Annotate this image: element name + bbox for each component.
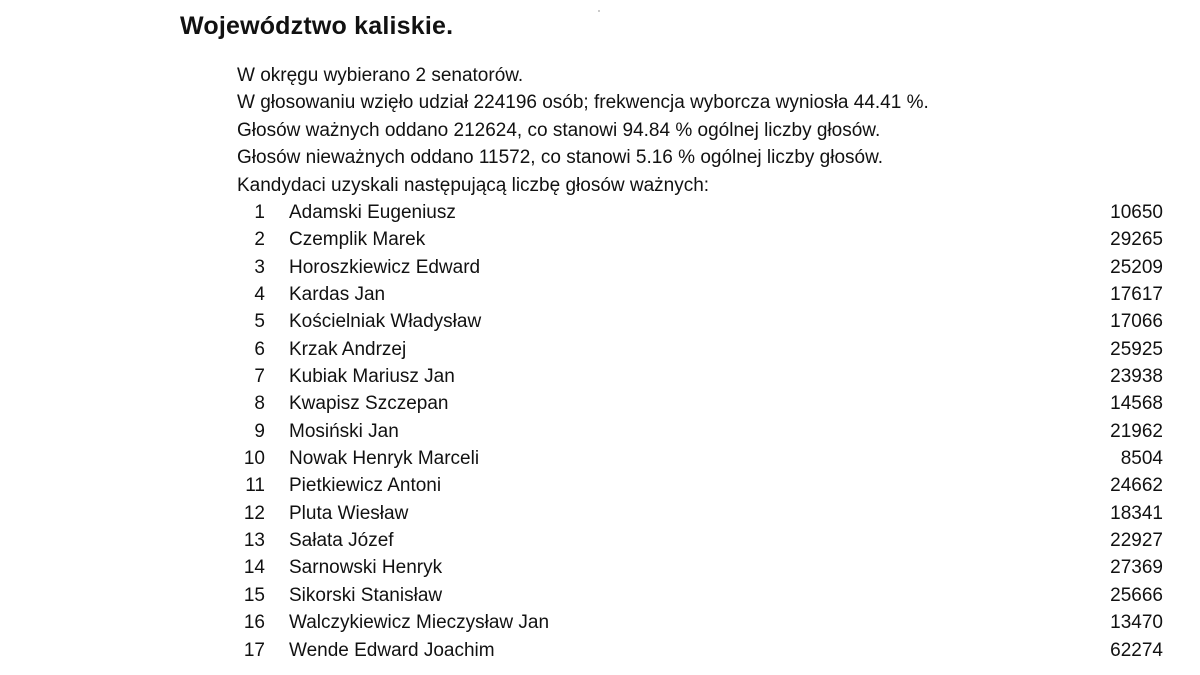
- candidate-number: 14: [243, 557, 265, 579]
- candidate-votes: 62274: [1110, 639, 1163, 661]
- candidate-name: Mosiński Jan: [289, 420, 399, 442]
- election-summary: [237, 62, 929, 199]
- candidate-name: Wende Edward Joachim: [289, 639, 495, 661]
- list-item: [237, 445, 1163, 472]
- candidate-number: 16: [243, 612, 265, 634]
- list-item: [237, 582, 1163, 609]
- list-item: [237, 254, 1163, 281]
- candidate-number: 6: [254, 338, 265, 360]
- candidate-name: Kwapisz Szczepan: [289, 393, 449, 415]
- candidate-name: Czemplik Marek: [289, 229, 426, 251]
- candidate-number: 1: [254, 202, 265, 223]
- valid-votes-line: Głosów ważnych oddano 212624, co stanowi 94.84 % ogólnej liczby głosów.: [237, 119, 881, 141]
- candidate-votes: 23938: [1110, 366, 1163, 388]
- list-item: [237, 390, 1163, 417]
- candidate-name: Adamski Eugeniusz: [289, 202, 456, 223]
- candidate-votes: 22927: [1110, 530, 1163, 552]
- candidate-number: 8: [254, 393, 265, 415]
- list-item: [237, 199, 1163, 226]
- candidates-intro-line: Kandydaci uzyskali następującą liczbę głosów ważnych:: [237, 174, 710, 196]
- candidate-number: 11: [245, 475, 265, 497]
- candidate-number: 5: [254, 311, 265, 333]
- candidate-name: Sałata Józef: [289, 530, 394, 552]
- candidate-votes: 17066: [1110, 311, 1163, 333]
- candidate-name: Kardas Jan: [289, 284, 386, 306]
- candidate-name: Sikorski Stanisław: [289, 584, 443, 606]
- scan-speck: [598, 10, 600, 12]
- candidate-number: 17: [243, 639, 265, 661]
- candidate-votes: 25666: [1110, 584, 1163, 606]
- candidate-number: 10: [243, 448, 265, 470]
- page-title: Województwo kaliskie.: [180, 12, 454, 40]
- candidate-name: Nowak Henryk Marceli: [289, 448, 480, 470]
- candidate-number: 7: [254, 366, 265, 388]
- candidate-votes: 18341: [1110, 502, 1163, 524]
- turnout-line: W głosowaniu wzięło udział 224196 osób; frekwencja wyborcza wyniosła 44.41 %.: [237, 92, 929, 114]
- candidate-name: Pluta Wiesław: [289, 502, 409, 524]
- candidate-number: 15: [243, 584, 265, 606]
- candidate-number: 3: [254, 256, 265, 278]
- invalid-votes-line: Głosów nieważnych oddano 11572, co stanowi 5.16 % ogólnej liczby głosów.: [237, 147, 884, 169]
- list-item: [237, 637, 1163, 664]
- candidate-name: Kościelniak Władysław: [289, 311, 482, 333]
- candidate-votes: 13470: [1110, 612, 1163, 634]
- candidate-votes: 25209: [1110, 256, 1163, 278]
- candidate-votes: 27369: [1110, 557, 1163, 579]
- list-item: [237, 418, 1163, 445]
- candidate-votes: 24662: [1110, 475, 1163, 497]
- candidate-name: Walczykiewicz Mieczysław Jan: [289, 612, 550, 634]
- candidate-number: 12: [243, 502, 265, 524]
- candidate-votes: 8504: [1120, 448, 1163, 470]
- list-item: [237, 609, 1163, 636]
- candidate-name: Pietkiewicz Antoni: [289, 475, 442, 497]
- list-item: [237, 336, 1163, 363]
- candidate-number: 13: [243, 530, 265, 552]
- candidate-votes: 10650: [1110, 202, 1163, 223]
- list-item: [237, 554, 1163, 581]
- candidate-votes: 29265: [1110, 229, 1163, 251]
- seats-line: W okręgu wybierano 2 senatorów.: [237, 65, 524, 86]
- candidate-name: Krzak Andrzej: [289, 338, 407, 360]
- candidate-number: 4: [254, 284, 265, 306]
- candidate-name: Kubiak Mariusz Jan: [289, 366, 455, 388]
- candidate-name: Sarnowski Henryk: [289, 557, 443, 579]
- candidate-list: [237, 199, 1163, 664]
- list-item: [237, 527, 1163, 554]
- candidate-number: 9: [254, 420, 265, 442]
- candidate-votes: 17617: [1110, 284, 1163, 306]
- candidate-votes: 14568: [1110, 393, 1163, 415]
- list-item: [237, 226, 1163, 253]
- list-item: [237, 363, 1163, 390]
- candidate-number: 2: [254, 229, 265, 251]
- list-item: [237, 281, 1163, 308]
- candidate-votes: 25925: [1110, 338, 1163, 360]
- candidate-votes: 21962: [1110, 420, 1163, 442]
- candidate-name: Horoszkiewicz Edward: [289, 256, 481, 278]
- list-item: [237, 500, 1163, 527]
- list-item: [237, 308, 1163, 335]
- list-item: [237, 472, 1163, 499]
